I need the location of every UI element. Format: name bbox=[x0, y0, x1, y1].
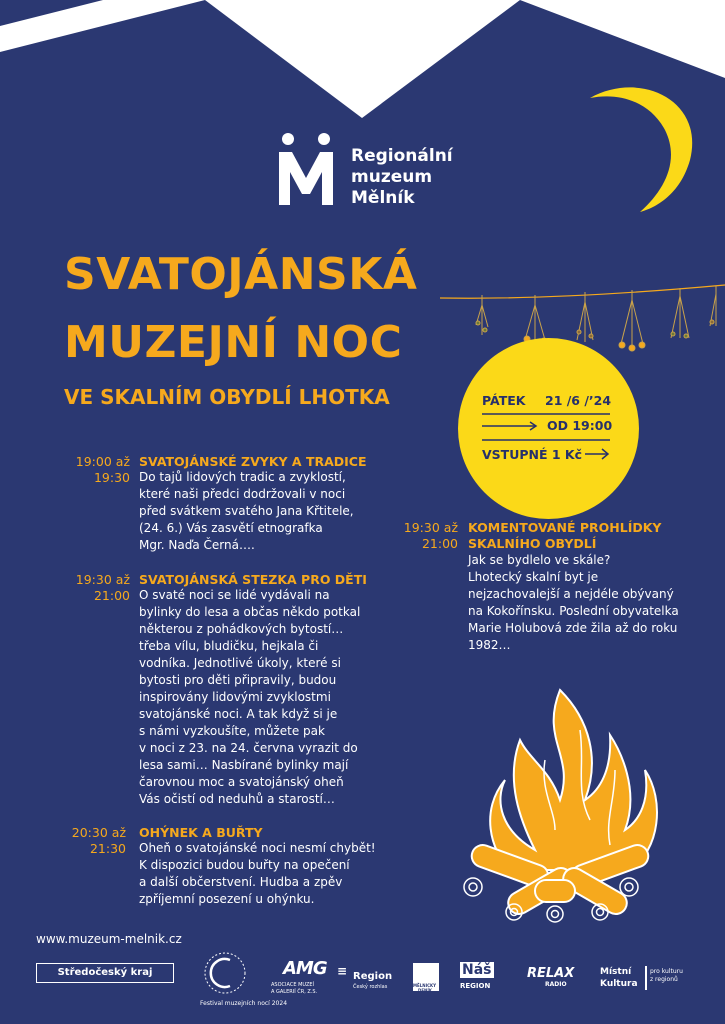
event2-desc-line: s námi vyzkoušíte, můžete pak bbox=[139, 724, 325, 738]
event2-desc-line: lesa sami… Nasbírané bylinky mají bbox=[139, 758, 349, 772]
event2-desc-line: v noci z 23. na 24. června vyrazit do bbox=[139, 741, 358, 755]
event2-desc-line: třeba vílu, bludičku, hejkala či bbox=[139, 639, 319, 653]
museum-logo-icon bbox=[279, 133, 333, 205]
badge-day: PÁTEK bbox=[482, 393, 526, 408]
museum-name-line2: muzeum bbox=[351, 167, 433, 187]
event2-desc-line: některou z pohádkových bytostí… bbox=[139, 622, 344, 636]
sponsor-amg-line1: ASOCIACE MUZEÍ bbox=[271, 982, 315, 988]
event2-desc-line: inspirovány lidovými zvyklostmi bbox=[139, 690, 331, 704]
event4-desc-line: na Kokořínsku. Poslední obyvatelka bbox=[468, 604, 679, 618]
event1-description bbox=[139, 469, 354, 554]
event1-desc-line: před svátkem svatého Jana Křtitele, bbox=[139, 504, 354, 518]
title-line2: MUZEJNÍ NOC bbox=[64, 317, 403, 368]
sponsor-nas-sub: REGION bbox=[460, 982, 491, 990]
event1-time-end: 19:30 bbox=[93, 470, 130, 485]
event2-desc-line: O svaté noci se lidé vydávali na bbox=[139, 588, 330, 602]
event3-desc-line: a další občerstvení. Hudba a zpěv bbox=[139, 875, 343, 889]
badge-date: 21 /6 /’24 bbox=[545, 393, 612, 408]
sponsor-mk-side2: z regionů bbox=[650, 976, 678, 983]
sponsor-nas: Náš bbox=[462, 962, 492, 978]
event2-desc-line: čarovnou moc a svatojánský oheň bbox=[139, 775, 344, 789]
sponsor-mk-divider bbox=[645, 966, 647, 990]
event1-desc-line: Mgr. Naďa Černá…. bbox=[139, 538, 255, 552]
event2-desc-line: bytosti pro děti připravily, budou bbox=[139, 673, 337, 687]
event2-desc-line: Vás očistí od neduhů a starostí… bbox=[139, 792, 335, 806]
event2-desc-line: vodníka. Jednotlivé úkoly, které si bbox=[139, 656, 341, 670]
event2-time-end: 21:00 bbox=[93, 588, 130, 603]
sponsor-mk-line2: Kultura bbox=[600, 979, 638, 989]
sponsor-stredocesky-kraj: Středočeský kraj bbox=[36, 963, 174, 983]
event2-description bbox=[139, 587, 360, 808]
event4-desc-line: nejzachovalejší a nejdéle obývaný bbox=[468, 587, 674, 601]
event3-title: OHÝNEK A BUŘTY bbox=[139, 825, 263, 840]
event2-time-start: 19:30 až bbox=[75, 572, 130, 587]
event2-desc-line: svatojánské noci. A tak když si je bbox=[139, 707, 338, 721]
museum-name-line3: Mělník bbox=[351, 188, 415, 208]
rozhlas-logo-icon: ≡ bbox=[337, 964, 348, 978]
event1-desc-line: Do tajů lidových tradic a zvyklostí, bbox=[139, 470, 346, 484]
event1-time-start: 19:00 až bbox=[75, 454, 130, 469]
event1-desc-line: které naši předci dodržovali v noci bbox=[139, 487, 346, 501]
sponsor-relax-sub: RADIO bbox=[545, 981, 567, 988]
event3-desc-line: zpříjemní posezení u ohýnku. bbox=[139, 892, 315, 906]
event4-desc-line: Lhotecký skalní byt je bbox=[468, 570, 599, 584]
sponsor-denik-line2: DENÍK bbox=[418, 988, 432, 993]
sponsor-festival: Festival muzejních nocí 2024 bbox=[200, 1000, 288, 1007]
event4-desc-line: Marie Holubová zde žila až do roku bbox=[468, 621, 678, 635]
event3-time-end: 21:30 bbox=[89, 841, 126, 856]
museum-name bbox=[351, 146, 453, 209]
garland-string bbox=[440, 285, 725, 298]
website-link[interactable]: www.muzeum-melnik.cz bbox=[36, 932, 182, 946]
title-line1: SVATOJÁNSKÁ bbox=[64, 249, 418, 300]
event1-title: SVATOJÁNSKÉ ZVYKY A TRADICE bbox=[139, 454, 367, 469]
sponsor-amg-line2: A GALERIÍ ČR, Z.S. bbox=[271, 989, 318, 995]
event2-desc-line: bylinky do lesa a občas někdo potkal bbox=[139, 605, 361, 619]
sponsor-region-sub: Český rozhlas bbox=[353, 984, 388, 990]
event3-time-start: 20:30 až bbox=[71, 825, 126, 840]
event1-desc-line: (24. 6.) Vás zasvětí etnografka bbox=[139, 521, 323, 535]
event4-desc-line: Jak se bydlelo ve skále? bbox=[468, 553, 611, 567]
badge-time: OD 19:00 bbox=[547, 418, 613, 433]
event4-description bbox=[468, 552, 679, 654]
sponsor-mk-line1: Místní bbox=[600, 967, 632, 977]
museum-name-line1: Regionální bbox=[351, 146, 453, 166]
event4-desc-line: 1982… bbox=[468, 638, 511, 652]
sponsor-relax: RELAX bbox=[527, 966, 575, 981]
event3-description bbox=[139, 840, 376, 908]
event4-title-line1: KOMENTOVANÉ PROHLÍDKY bbox=[468, 520, 662, 535]
sponsor-denik-line1: MĚLNICKÝ bbox=[413, 983, 437, 988]
badge-entry: VSTUPNÉ 1 Kč bbox=[482, 447, 583, 462]
subtitle: VE SKALNÍM OBYDLÍ LHOTKA bbox=[64, 385, 390, 409]
amg-logo-icon: AMG bbox=[283, 958, 327, 979]
event3-desc-line: Oheň o svatojánské noci nesmí chybět! bbox=[139, 841, 376, 855]
event2-title: SVATOJÁNSKÁ STEZKA PRO DĚTI bbox=[139, 572, 367, 587]
event4-time-start: 19:30 až bbox=[403, 520, 458, 535]
herb-bundles-icon bbox=[476, 286, 716, 351]
sponsor-mk-side1: pro kulturu bbox=[650, 968, 683, 975]
event4-title-line2: SKALNÍHO OBYDLÍ bbox=[468, 536, 597, 551]
sponsor-region: Region bbox=[353, 971, 393, 982]
event4-time-end: 21:00 bbox=[421, 536, 458, 551]
bonfire-icon bbox=[464, 690, 657, 922]
festival-logo-icon bbox=[200, 948, 250, 998]
event3-desc-line: K dispozici budou buřty na opečení bbox=[139, 858, 350, 872]
